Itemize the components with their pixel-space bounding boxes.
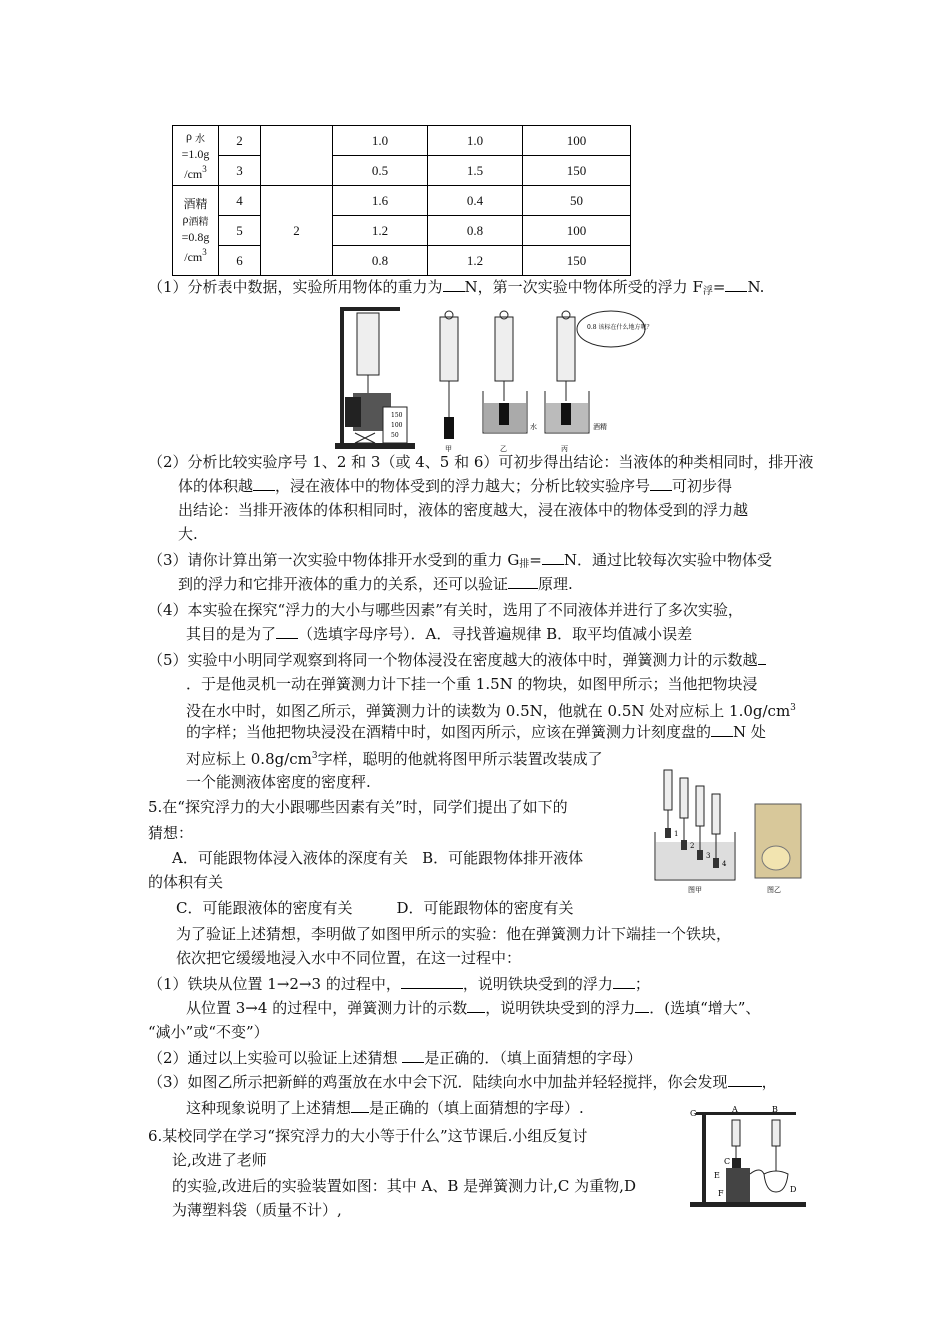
q2-line-3: 出结论：当排开液体的体积相同时，液体的密度越大，浸在液体中的物体受到的浮力越 — [178, 501, 749, 519]
seq-cell: 4 — [219, 186, 261, 216]
scale-150: 150 — [391, 412, 403, 419]
q1-line: （1）分析表中数据，实验所用物体的重力为 N，第一次实验中物体所受的浮力 $F_浮= N$. — [148, 278, 765, 297]
q4-line-2: 其目的是为了 （选填字母序号）．A．寻找普遍规律 B．取平均值减小误差 — [186, 625, 693, 643]
table-cell: 100 — [523, 126, 631, 156]
p5-s1-line-2: 从位置 3→4 的过程中，弹簧测力计的示数 ，说明铁块受到的浮力 ．(选填“增大”、 — [186, 999, 761, 1017]
table-cell: 0.5 — [333, 156, 428, 186]
fig-label-jia: 甲 — [445, 445, 452, 453]
p6-line-3: 的实验,改进后的实验装置如图：其中 A、B 是弹簧测力计,C 为重物,D — [172, 1177, 636, 1195]
fig-label-tuyi: 图乙 — [767, 886, 781, 894]
thought-bubble: 0.8 该标在什么地方呢？ — [587, 324, 653, 331]
p5-options-cd: C．可能跟液体的密度有关 D．可能跟物体的密度有关 — [176, 899, 574, 917]
label-a: A — [732, 1106, 738, 1114]
fig-label-bing: 丙 — [561, 445, 568, 453]
seq-cell: 2 — [219, 126, 261, 156]
table-cell: 150 — [523, 246, 631, 276]
p5-options-ab: A．可能跟物体浸入液体的深度有关 B．可能跟物体排开液体 — [172, 849, 584, 867]
q2-line-1: （2）分析比较实验序号 1、2 和 3（或 4、5 和 6）可初步得出结论：当液体的种类相同时，排开液 — [148, 453, 814, 471]
fig-label-yi: 乙 — [500, 445, 507, 453]
table-cell: 1.2 — [333, 216, 428, 246]
fig-label-water: 水 — [530, 423, 537, 431]
data-table — [172, 125, 631, 276]
label-f: F — [718, 1189, 724, 1198]
iron-block-figure — [650, 762, 805, 897]
label-d: D — [790, 1185, 797, 1194]
p5-s3-line-2: 这种现象说明了上述猜想 是正确的（填上面猜想的字母）. — [186, 1099, 584, 1117]
q3-line-1: （3）请你计算出第一次实验中物体排开水受到的重力 $G_排= N$．通过比较每次实验中物体受 — [148, 551, 773, 570]
label-g: G — [690, 1109, 697, 1118]
q4-line-1: （4）本实验在探究“浮力的大小与哪些因素”有关时，选用了不同液体并进行了多次实验， — [148, 601, 743, 619]
label-b: B — [772, 1106, 778, 1114]
table-cell: 1.0 — [333, 126, 428, 156]
seq-cell: 6 — [219, 246, 261, 276]
p5-option-b-cont: 的体积有关 — [148, 873, 224, 891]
seq-cell: 3 — [219, 156, 261, 186]
fig-label-alcohol: 酒精 — [593, 423, 607, 431]
position-2: 2 — [690, 842, 695, 850]
position-1: 1 — [674, 830, 679, 838]
p6-line-4: 为薄塑料袋（质量不计）, — [172, 1201, 342, 1219]
position-4: 4 — [722, 860, 727, 868]
table-cell: 1.0 — [428, 126, 523, 156]
p5-s1-line-3: “减小”或“不变”） — [148, 1023, 269, 1041]
q5-line-6: 一个能测液体密度的密度秤. — [186, 773, 371, 791]
seq-cell: 5 — [219, 216, 261, 246]
object-cell — [261, 126, 333, 186]
table-cell: 1.5 — [428, 156, 523, 186]
liquid-water-cell: ρ $_水$ =1.0g $/cm^3$ — [173, 126, 219, 186]
table-cell: 0.4 — [428, 186, 523, 216]
table-cell: 100 — [523, 216, 631, 246]
p5-intro-2: 依次把它缓缓地浸入水中不同位置，在这一过程中： — [176, 949, 522, 967]
p5-s3-line-1: （3）如图乙所示把新鲜的鸡蛋放在水中会下沉．陆续向水中加盐并轻轻搅拌，你会发现 ， — [148, 1073, 777, 1091]
p5-intro-1: 为了验证上述猜想，李明做了如图甲所示的实验：他在弹簧测力计下端挂一个铁块， — [176, 925, 732, 943]
q5-line-2: ．于是他灵机一动在弹簧测力计下挂一个重 1.5N 的物块，如图甲所示；当他把物块浸 — [186, 675, 758, 693]
table-cell: 150 — [523, 156, 631, 186]
apparatus-figure — [688, 1106, 808, 1208]
table-cell: 0.8 — [428, 216, 523, 246]
p5-title: 5.在“探究浮力的大小跟哪些因素有关”时，同学们提出了如下的 — [148, 798, 568, 816]
p5-title-2: 猜想： — [148, 824, 194, 842]
p6-line-2: 论,改进了老师 — [172, 1151, 267, 1169]
q5-line-4: 的字样；当他把物块浸没在酒精中时，如图丙所示，应该在弹簧测力计刻度盘的 N 处 — [186, 723, 766, 741]
scale-50: 50 — [391, 432, 399, 439]
liquid-alcohol-cell: 酒精 $\rho_{酒精}$ =0.8g $/cm^3$ — [173, 186, 219, 276]
label-c: C — [724, 1157, 731, 1166]
q3-line-2: 到的浮力和它排开液体的重力的关系，还可以验证 原理. — [178, 575, 573, 593]
q5-line-1: （5）实验中小明同学观察到将同一个物体浸没在密度越大的液体中时，弹簧测力计的示数越 — [148, 648, 766, 672]
spring-balance-figure — [335, 305, 655, 455]
q5-line-3: 没在水中时，如图乙所示，弹簧测力计的读数为 0.5N，他就在 0.5N 处对应标上 $1.0g/cm^3$ — [186, 702, 796, 720]
table-cell: 1.6 — [333, 186, 428, 216]
p5-s2: （2）通过以上实验可以验证上述猜想 是正确的．（填上面猜想的字母） — [148, 1049, 642, 1067]
q5-line-5: 对应标上 $0.8g/cm^3$字样，聪明的他就将图甲所示装置改装成了 — [186, 750, 603, 768]
table-cell: 50 — [523, 186, 631, 216]
position-3: 3 — [706, 852, 711, 860]
table-cell: 1.2 — [428, 246, 523, 276]
p5-s1-line-1: （1）铁块从位置 1→2→3 的过程中， ，说明铁块受到的浮力 ； — [148, 975, 650, 993]
label-e: E — [714, 1171, 720, 1180]
p6-line-1: 6.某校同学在学习“探究浮力的大小等于什么”这节课后.小组反复讨 — [148, 1127, 588, 1145]
table-cell: 0.8 — [333, 246, 428, 276]
q2-line-4: 大. — [178, 525, 198, 543]
q2-line-2: 体的体积越 ，浸在液体中的物体受到的浮力越大；分析比较实验序号 可初步得 — [178, 477, 733, 495]
fig-label-tujia: 图甲 — [688, 886, 702, 894]
scale-100: 100 — [391, 422, 403, 429]
object-cell: 2 — [261, 186, 333, 276]
